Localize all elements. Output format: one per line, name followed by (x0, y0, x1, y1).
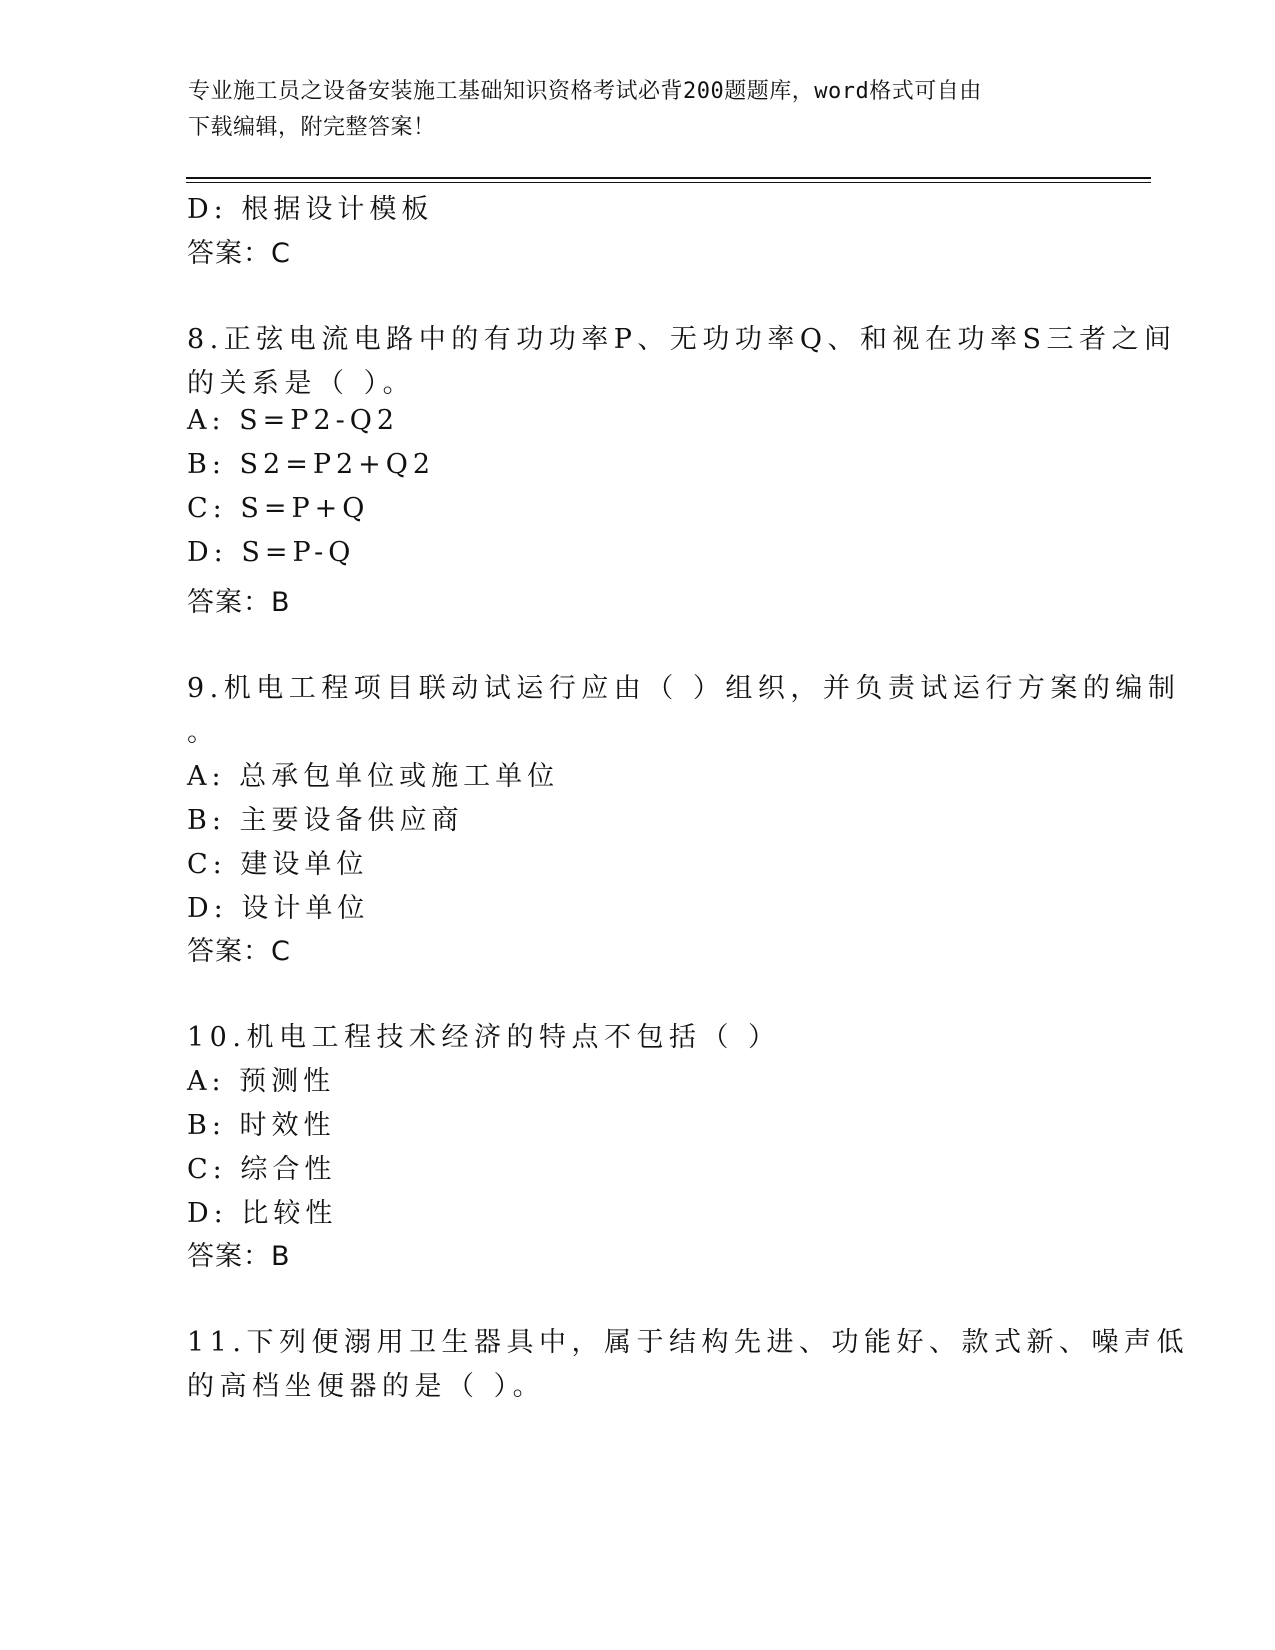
q10-option-b: B: 时效性 (187, 1110, 336, 1141)
document-header (188, 74, 1068, 146)
q8-option-c: C: S=P+Q (187, 493, 370, 524)
q10-stem-line-1: 10.机电工程技术经济的特点不包括（ ） (187, 1022, 781, 1053)
prev-answer: 答案：C (187, 238, 291, 269)
q9-option-b: B: 主要设备供应商 (187, 805, 464, 836)
q8-option-a: A: S=P2-Q2 (187, 405, 400, 436)
q9-stem-line-1: 9.机电工程项目联动试运行应由（ ）组织，并负责试运行方案的编制 (187, 673, 1181, 704)
header-title-line-2: 下载编辑，附完整答案！ (188, 115, 436, 140)
q11-stem-line-2: 的高档坐便器的是（ ）。 (187, 1371, 546, 1402)
q8-option-d: D: S=P-Q (187, 537, 356, 568)
q9-option-a: A: 总承包单位或施工单位 (187, 761, 560, 792)
q8-stem-line-2: 的关系是（ ）。 (187, 368, 416, 399)
q9-option-c: C: 建设单位 (187, 849, 369, 880)
q10-answer: 答案：B (187, 1241, 291, 1272)
prev-option-d: D: 根据设计模板 (187, 194, 434, 225)
q10-option-d: D: 比较性 (187, 1198, 338, 1229)
header-title-line-1: 专业施工员之设备安装施工基础知识资格考试必背200题题库，word格式可自由 (188, 79, 982, 104)
q10-option-c: C: 综合性 (187, 1154, 337, 1185)
header-divider-thick (186, 177, 1151, 179)
q10-option-a: A: 预测性 (187, 1066, 336, 1097)
q9-option-d: D: 设计单位 (187, 893, 370, 924)
q9-answer: 答案：C (187, 936, 291, 967)
q8-stem-line-1: 8.正弦电流电路中的有功功率P、无功功率Q、和视在功率S三者之间 (187, 324, 1177, 355)
q8-answer: 答案：B (187, 587, 291, 618)
header-divider-thin (186, 182, 1151, 183)
q11-stem-line-1: 11.下列便溺用卫生器具中，属于结构先进、功能好、款式新、噪声低 (187, 1327, 1189, 1358)
q8-option-b: B: S2=P2+Q2 (187, 449, 436, 480)
q9-stem-line-2: 。 (187, 717, 220, 748)
